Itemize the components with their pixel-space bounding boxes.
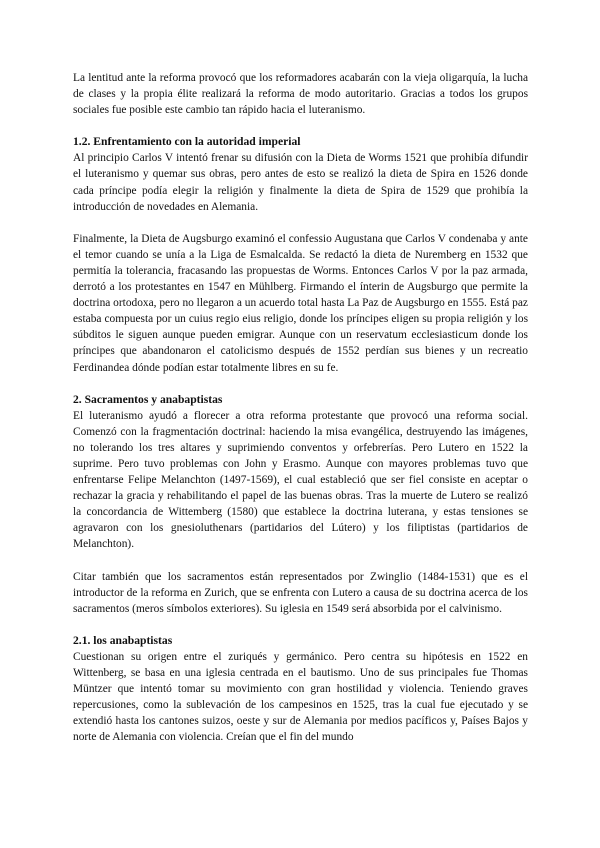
- paragraph-luteranismo: El luteranismo ayudó a florecer a otra reforma protestante que provocó una reforma social. Comenzó con la fragmentación doctrinal: haciendo la misa evangélica, destruyendo las imágenes, no tolerando los tres altares y suprimiendo conventos y orfebrerías. Pero Lutero en 1522 la suprime. Pero tuvo problemas con John y Erasmo. Aunque con mayores problemas tuvo que enfrentarse Felipe Melanchton (1497-1569), el cual estableció que ser fiel consiste en aceptar o rechazar la gracia y rehabilitando el papel de las buenas obras. Tras la muerte de Lutero se realizó la concordancia de Wittemberg (1580) que establece la doctrina luterana, y estas tensiones se agravaron con los gnesioluthenars (partidarios del Lútero) y los filiptistas (partidarios de Melanchton).: [73, 409, 528, 551]
- paragraph-anabaptistas: Cuestionan su origen entre el zuriqués y germánico. Pero centra su hipótesis en 1522 en Wittenberg, se basa en una iglesia centrada en el bautismo. Uno de sus principales fue Thomas Müntzer que intentó tomar su movimiento con gran hostilidad y violencia. Teniendo graves repercusiones, como la sublevación de los campesinos en 1525, tras la cual fue ejecutado y se extendió hasta los cantones suizos, oeste y sur de Alemania por medios pacíficos y, Países Bajos y norte de Alemania con violencia. Creían que el fin del mundo: [73, 650, 528, 744]
- section-heading-2-1: 2.1. los anabaptistas: [73, 633, 173, 647]
- paragraph-augsburgo: Finalmente, la Dieta de Augsburgo examinó el confessio Augustana que Carlos V condenaba y ante el temor cuando se unía a la Liga de Esmalcalda. Se redactó la dieta de Nuremberg en 1532 que permitía la tolerancia, fracasando las propuestas de Worms. Entonces Carlos V por la paz armada, derrotó a los protestantes en 1547 en Mühlberg. Firmando el ínterin de Augsburgo que permite la doctrina ortodoxa, pero no llegaron a un acuerdo total hasta La Paz de Augsburgo en 1555. Está paz estaba compuesta por un cuius regio eius religio, donde los príncipes eligen su propia religión y los súbditos le siguen aunque pueden emigrar. Aunque con un reservatum ecclesiasticum donde los príncipes que abandonaron el catolicismo después de 1552 perdían sus bienes y un recreatio Ferdinandea dónde podían estar totalmente libres en su fe.: [73, 232, 528, 374]
- intro-paragraph: La lentitud ante la reforma provocó que los reformadores acabarán con la vieja oligarquía, la lucha de clases y la propia élite realizará la reforma de modo autoritario. Gracias a todos los grupos sociales fue posible este cambio tan rápido hacia el luteranismo.: [73, 72, 528, 117]
- section-heading-2: 2. Sacramentos y anabaptistas: [73, 392, 223, 406]
- paragraph-worms: Al principio Carlos V intentó frenar su difusión con la Dieta de Worms 1521 que prohibía difundir el luteranismo y quemar sus obras, pero antes de esto se realizó la dieta de Spira en 1526 donde cada príncipe podía elegir la religión y finalmente la dieta de Spira de 1529 que prohibía la introducción de novedades en Alemania.: [73, 152, 528, 213]
- section-heading-1-2: 1.2. Enfrentamiento con la autoridad imperial: [73, 135, 301, 149]
- paragraph-zwinglio: Citar también que los sacramentos están representados por Zwinglio (1484-1531) que es el introductor de la reforma en Zurich, que se enfrenta con Lutero a causa de su doctrina acerca de los sacramentos (meros símbolos exteriores). Su iglesia en 1549 será absorbida por el calvinismo.: [73, 570, 528, 615]
